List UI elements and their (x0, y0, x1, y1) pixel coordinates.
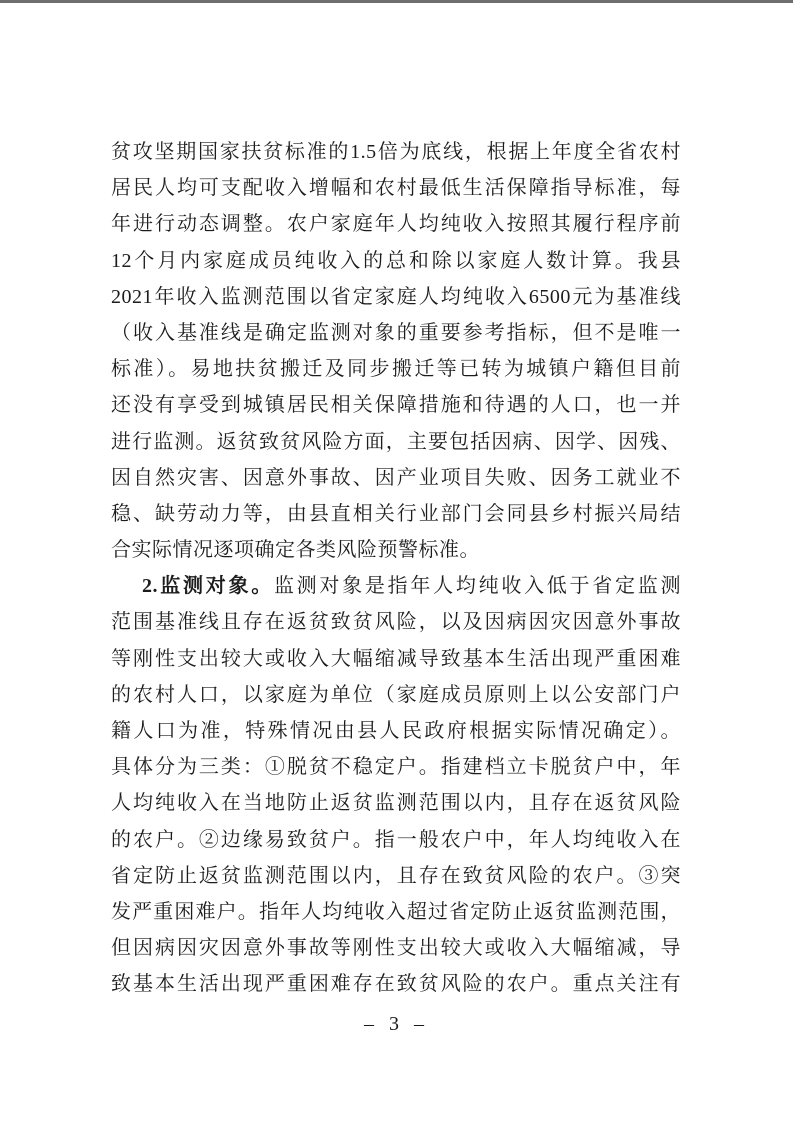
section-heading-monitoring-targets: 2.监测对象。 (142, 575, 274, 598)
text-line: 但因病因灾因意外事故等刚性支出较大或收入大幅缩减，导 (111, 937, 681, 960)
text-line: 标准）。易地扶贫搬迁及同步搬迁等已转为城镇户籍但目前 (111, 358, 681, 381)
text-line: 等刚性支出较大或收入大幅缩减导致基本生活出现严重困难 (111, 647, 681, 670)
page-number: – 3 – (364, 1013, 429, 1035)
text-line: （收入基准线是确定监测对象的重要参考指标，但不是唯一 (111, 321, 681, 344)
text-line: 因自然灾害、因意外事故、因产业项目失败、因务工就业不 (111, 466, 681, 489)
document-body (111, 134, 681, 1003)
text-line-paragraph-end: 合实际情况逐项确定各类风险预警标准。 (111, 539, 480, 562)
text-line: 还没有享受到城镇居民相关保障措施和待遇的人口，也一并 (111, 394, 681, 417)
text-line: 范围基准线且存在返贫致贫风险，以及因病因灾因意外事故 (111, 611, 681, 634)
text-line: 籍人口为准，特殊情况由县人民政府根据实际情况确定）。 (111, 720, 681, 742)
text-line: 12个月内家庭成员纯收入的总和除以家庭人数计算。我县 (111, 249, 681, 272)
text-line: 年进行动态调整。农户家庭年人均纯收入按照其履行程序前 (111, 213, 681, 236)
text-line: 具体分为三类：①脱贫不稳定户。指建档立卡脱贫户中，年 (111, 756, 681, 779)
text-line: 人均纯收入在当地防止返贫监测范围以内，且存在返贫风险 (111, 792, 681, 815)
text-line-section-start (111, 568, 681, 604)
text-line: 的农村人口，以家庭为单位（家庭成员原则上以公安部门户 (111, 683, 681, 706)
text-line: 贫攻坚期国家扶贫标准的1.5倍为底线，根据上年度全省农村 (111, 141, 681, 163)
text-line: 致基本生活出现严重困难存在致贫风险的农户。重点关注有 (111, 973, 681, 996)
text-line: 发严重困难户。指年人均纯收入超过省定防止返贫监测范围， (111, 900, 681, 923)
text-line: 稳、缺劳动力等，由县直相关行业部门会同县乡村振兴局结 (111, 502, 681, 525)
text-line: 进行监测。返贫致贫风险方面，主要包括因病、因学、因残、 (111, 430, 681, 453)
text-line: 省定防止返贫监测范围以内，且存在致贫风险的农户。③突 (111, 864, 681, 887)
text-line: 的农户。②边缘易致贫户。指一般农户中，年人均纯收入在 (111, 828, 681, 851)
text-line: 2021年收入监测范围以省定家庭人均纯收入6500元为基准线 (111, 285, 681, 308)
text-line-rest: 监测对象是指年人均纯收入低于省定监测 (273, 575, 681, 598)
scan-edge-artifact (0, 0, 793, 3)
text-line: 居民人均可支配收入增幅和农村最低生活保障指导标准，每 (111, 177, 681, 200)
